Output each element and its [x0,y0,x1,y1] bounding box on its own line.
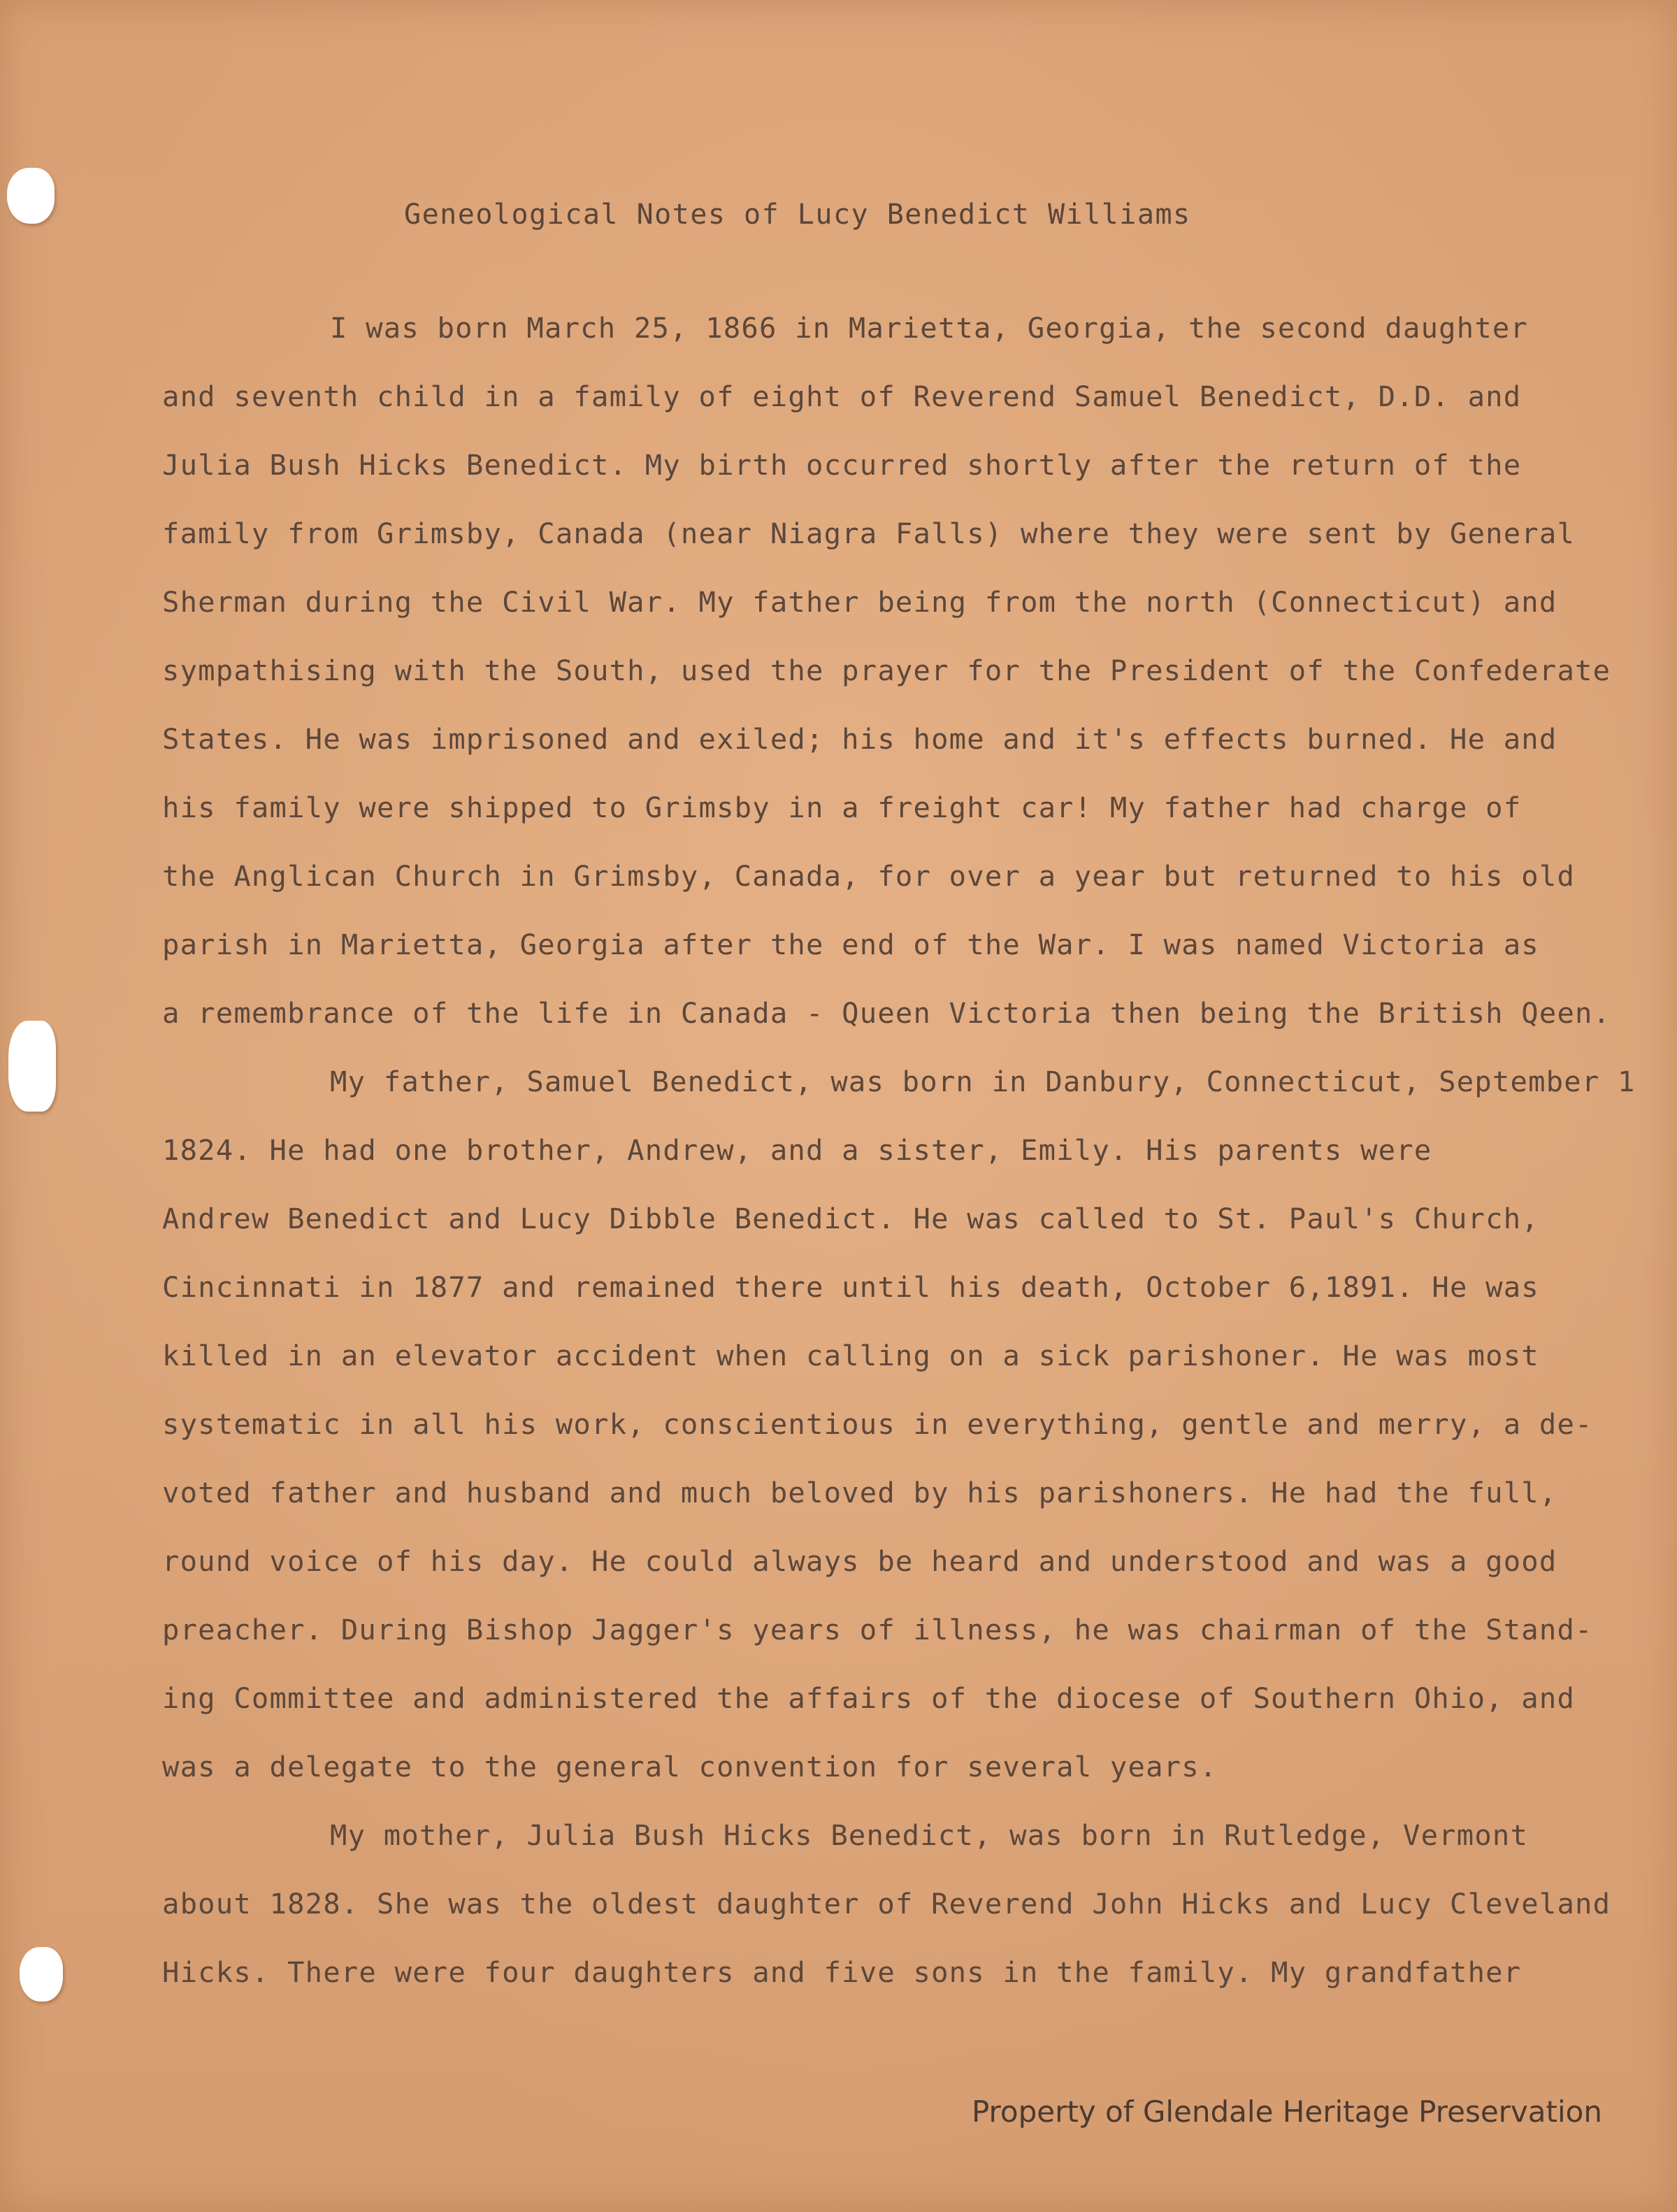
text-line: sympathising with the South, used the prayer for the President of the Confederate [162,654,1611,687]
text-line: the Anglican Church in Grimsby, Canada, for over a year but returned to his old [162,859,1576,893]
text-line: My father, Samuel Benedict, was born in Danbury, Connecticut, September 1 [330,1065,1636,1098]
binder-hole-top [7,168,55,224]
text-line: was a delegate to the general convention for several years. [162,1750,1218,1783]
binder-hole-bottom [20,1947,63,2002]
text-line: preacher. During Bishop Jagger's years of illness, he was chairman of the Stand- [162,1613,1593,1646]
watermark-footer: Property of Glendale Heritage Preservation [971,2095,1602,2129]
text-line: round voice of his day. He could always be heard and understood and was a good [162,1544,1557,1578]
document-body [162,294,1636,2006]
text-line: and seventh child in a family of eight of Reverend Samuel Benedict, D.D. and [162,380,1522,413]
text-line: about 1828. She was the oldest daughter of Reverend John Hicks and Lucy Cleveland [162,1887,1611,1920]
text-line: I was born March 25, 1866 in Marietta, Georgia, the second daughter [330,311,1529,345]
text-line: Cincinnati in 1877 and remained there until his death, October 6,1891. He was [162,1270,1539,1304]
text-line: family from Grimsby, Canada (near Niagra Falls) where they were sent by General [162,517,1576,550]
text-line: ing Committee and administered the affairs of the diocese of Southern Ohio, and [162,1681,1576,1715]
text-line: Hicks. There were four daughters and five sons in the family. My grandfather [162,1955,1522,1989]
text-line: parish in Marietta, Georgia after the end of the War. I was named Victoria as [162,928,1539,961]
text-line: Sherman during the Civil War. My father being from the north (Connecticut) and [162,585,1557,619]
text-line: Andrew Benedict and Lucy Dibble Benedict. He was called to St. Paul's Church, [162,1202,1539,1235]
text-line: 1824. He had one brother, Andrew, and a sister, Emily. His parents were [162,1133,1432,1167]
text-line: killed in an elevator accident when calling on a sick parishoner. He was most [162,1339,1539,1372]
text-line: States. He was imprisoned and exiled; his home and it's effects burned. He and [162,722,1557,756]
text-line: voted father and husband and much beloved by his parishoners. He had the full, [162,1476,1557,1509]
text-line: My mother, Julia Bush Hicks Benedict, was born in Rutledge, Vermont [330,1818,1529,1852]
text-line: his family were shipped to Grimsby in a freight car! My father had charge of [162,791,1522,824]
text-line: a remembrance of the life in Canada - Queen Victoria then being the British Qeen. [162,996,1611,1030]
document-title: Geneological Notes of Lucy Benedict Williams [404,199,1191,231]
binder-hole-middle [8,1021,56,1112]
text-line: systematic in all his work, conscientious in everything, gentle and merry, a de- [162,1407,1593,1441]
text-line: Julia Bush Hicks Benedict. My birth occurred shortly after the return of the [162,448,1522,482]
